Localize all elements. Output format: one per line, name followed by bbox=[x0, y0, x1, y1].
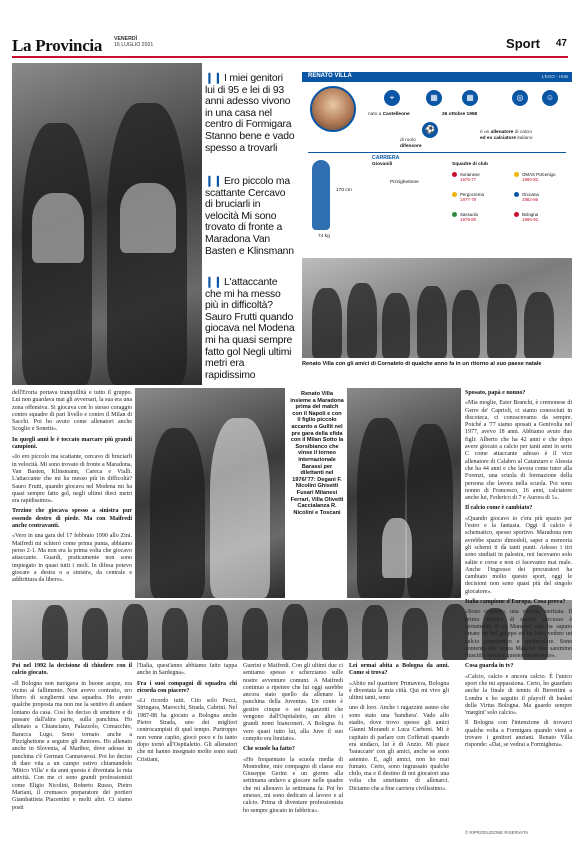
calendar-icon-2: ▦ bbox=[462, 90, 478, 106]
career-rule bbox=[308, 152, 566, 153]
club-item: Sorianese 1976-77 bbox=[452, 172, 480, 182]
player-weight: 74 kg bbox=[318, 234, 330, 239]
quote-mark-icon: ❙❙ bbox=[205, 73, 223, 84]
section-label: Sport bbox=[506, 36, 540, 51]
pull-quote-1: ❙❙ I miei genitori lui di 95 e lei di 93 anni adesso vivono in una casa nel centro di Formigara Stanno bene e vado spesso a trovarli bbox=[205, 73, 295, 154]
header-date bbox=[114, 36, 153, 48]
maradona-photo bbox=[135, 388, 285, 598]
page-number: 47 bbox=[555, 38, 567, 49]
header-day: VENERDÌ bbox=[114, 36, 138, 42]
born-place: nato a Castelleone bbox=[368, 112, 410, 117]
coach-icon: ☺ bbox=[542, 90, 558, 106]
clubs-heading: Squadre di club bbox=[452, 162, 488, 167]
article-column-right: Sposato, papà e nonno? «Mia moglie, Ester Branchi, è cremonese di Gerre de' Caprioli, ci siamo conosciuti in discoteca, ci conoscevamo da sempre. Poiché a '77 siamo sposati a Genivolta nel 1977, avevo 18 anni. Abbiamo avuto due figli: Alberto che ha 42 anni e che dopo avere giocato a calcio per tanti anni in serie C come attaccante adesso è il vice allenatore di Calabro al Catanzaro e Alessia che ha 44 anni e che lavora come tutor alla Forenzi, una scuola di formazione della persona che lavora nella scuola. Poi sono nonno di Francesco, 16 anni, calciatore anche lui, Federico di 7 e Aurora di 1». Il calcio come è cambiato? «Quando giocavo io c'era più spazio per l'estro e la fantasia. Oggi il calcio è schematico, spesso sportivo. Maradona non avrebbe spazio dimodoli, saper a memoria gli schemi ti dà tanti punti. Adesso i tiri sono studiati in palestra, noi facevamo solo salite e corse e non ci facevamo mai male. Anche l'ingresso dei procuratori ha cambiato molto questo sport, oggi le decisioni non sono quasi più del singolo giocatore». Italia campione d'Europa. Cosa prova? «Sono contento, una vittoria meritata. Il primo artefice di questo successo è certamente il ct Mancini, che ha saputo creare un bel gruppo ed ha fatto vedere un calcio propositivo e spettacolare. Sono contento che senza Mancini non saremmo riusciti a vincere questo campionato». Cosa guarda in tv? «Calcio, calcio e ancora calcio. È l'unico sport che mi appassiona. Certo, ho guardato anche la finale di tennis di Berrettini a Londra e ho seguito il playoff di basket della Virtus Bologna. Ma guardo sempre 'margini' solo calcio». Il Bologna con l'intenzione di trovarci qualche volta a Formigara quando vieni a trovare i genitori anziani. Renato Villa risponde: «Dai, se vedrai a Formighera». bbox=[465, 390, 572, 749]
article-column-1-bottom: Poi nel 1992 la decisione di chiudere con il calcio giocato. «Il Bologna non navigava in buone acque, era vicino al fallimento. Non avevo contratto, ero libero di scegliermi una squadra. Ho avuto qualche proposta ma non me la sentivo di andare lontano da casa. Così ho deciso di smettere e di passare dall'altra parte, sulla panchina. Ho allenato a Chianciano, Palazzolo, Comacchio, Baracca Lugo. Sono tornato anche a Pizzighettone a seguire gli Juniores. Ho allenato anche in Slovenia, al Maribor, dove adesso in panchina c'è German Cannavarosi. Poi ho deciso di dare vita a un campo estivo chiamandolo 'Mitico Villa' e da anni questa è diventata la mia attività. Con me ci sono grandi professionisti come Eligio Nicolini, Roberto Russo, Pietro Mariani, il cremasco preparatore dei portieri Giambattista Piacentini e molti altri. Ci siamo posti bbox=[12, 663, 132, 811]
quote-mark-icon: ❙❙ bbox=[205, 277, 223, 288]
group-photo bbox=[302, 258, 572, 358]
infographic-name: RENATO VILLA bbox=[308, 73, 352, 79]
location-pin-icon: ⌖ bbox=[384, 90, 400, 106]
club-item: OMAS Polcenigo 1980-82 bbox=[514, 172, 555, 182]
player-portrait bbox=[310, 86, 356, 132]
player-icon: ⚽ bbox=[422, 122, 438, 138]
current-role: è un allenatore di calcio ed ex calciatore italiano bbox=[480, 130, 533, 141]
club-item: Bologna 1986-92 bbox=[514, 212, 538, 222]
player-role: di ruolo difensore bbox=[400, 138, 422, 149]
club-item: Sassuolo 1979-80 bbox=[452, 212, 478, 222]
main-photo bbox=[12, 63, 202, 385]
pull-quote-2: ❙❙ Ero piccolo ma scattante Cercavo di bruciarli in velocità Mi sono trovato di fronte a Maradona Van Basten e Klinsmann bbox=[205, 176, 294, 257]
youth-heading: Giovanili bbox=[372, 162, 393, 167]
gullit-photo bbox=[347, 388, 461, 598]
whistle-icon: ◎ bbox=[512, 90, 528, 106]
masthead: La Provincia bbox=[12, 36, 103, 55]
photo-caption: Renato Villa insieme a Maradona prima del match con il Napoli e con il figlio piccolo accanto a Gullit nel pre gara della sfida con il Milan Sotto la Sorsibianco che vinse il torneo internazionale Barassi per dilettanti nel 1976/'77: Degani F. Nicolini Ghisetti Fusari Milanesi Ferrari, Villa Olivetti Caccialanza R. Nicolini e Toscani bbox=[290, 391, 344, 516]
calendar-icon: ▦ bbox=[426, 90, 442, 106]
club-item: Orceana 1982-86 bbox=[514, 192, 539, 202]
group-photo-caption: Renato Villa con gli amici di Cornaleto di qualche anno fa in un ritorno al suo paese natale bbox=[302, 361, 542, 367]
club-item: Pergocrema 1977-79 bbox=[452, 192, 484, 202]
youth-club: Pizzighettone bbox=[390, 180, 419, 185]
article-column-2: l'Italia, quest'anno abbiamo fatto tappa anche in Sardegna». Fra i suoi compagni di squadra chi ricorda con piacere? «Li ricordo tutti. Cito solo Pecci, Stringara, Marocchi, Strada, Cabrini. Nel 1987-88 ha giocato a Bologna anche Pietro Strada, uno dei migliori centrocampisti di quel tempo. Purtroppo non venne capito, giocò poco e fu tanto dopo tornò all'Ospitaletto. Gli allenatori che mi hanno insegnato molto sono stati Cristiani, bbox=[137, 663, 237, 763]
born-date: 26 ottobre 1958 bbox=[442, 112, 478, 117]
career-heading: CARRIERA bbox=[372, 155, 400, 161]
article-column-3: Guerini e Maifredi. Con gli ultimi due ci sentiamo spesso e scherziamo sulle nostre avventure comuni. A Maifredi continuo a ripetere che lui oggi sarebbe ancora stato quello da allenare la panchina della Juventus. Un conto è gestire cinque o sei ragazzotti che vengono dall'Ospitaletto, un altro i grandi nomi bianconeri. A Bologna fu vero quasi tutto lui, alla Juve il suo compito era limitato». Che scuole ha fatto? «Ho frequentato la scuola media di Montodine, mio compagno di classe era Giuseppe Gerini e un giorno alla settimana andavo a giocare nelle quadre che mi allenavo la settimana fa. Poi ho smesso, mi sono dedicato al lavoro e al calcio. Prima di diventare professionista ho sempre giocato in fabbrica». bbox=[243, 663, 343, 814]
header-date-text: 16 LUGLIO 2021 bbox=[114, 42, 154, 48]
player-silhouette-icon bbox=[312, 160, 330, 230]
player-height: 170 cm bbox=[336, 188, 352, 193]
footer-credit: © RIPRODUZIONE RISERVATA bbox=[465, 830, 529, 835]
player-infographic bbox=[302, 72, 572, 256]
quote-mark-icon: ❙❙ bbox=[205, 176, 223, 187]
infographic-credit: L'EGO - HUB bbox=[541, 74, 568, 79]
pull-quote-3: ❙❙ L'attaccante che mi ha messo più in difficoltà? Sauro Frutti quando giocava nel Modena mi ha quasi sempre fatto gol Negli ultimi metri era rapidissimo bbox=[205, 277, 295, 381]
article-column-4: Lei ormai abita a Bologna da anni. Come si trova? «Abito nel quartiere Primavera, Bologna è diventata la mia città. Qui mi vivo gli ultimi tanti, sono uno di loro. Anche i ragazzini sanno che sono stato una 'bandiera'. Vado allo stadio, dove trovo spesso gli amici Gianni Morandi e Luca Carboni. Mi è capitato di parlare con Cofferati quando era sindaco, lui è di Anzio. Mi piace 'baraccare' con gli amici, anche se sono astemio. E, agli amici, non ho mai fumato. Certo, sono ingrassato qualche chilo, ma e il destino di noi giocatori una volta che smettiamo di allenarci. Diciamo che a fine carriera civilissimo». bbox=[349, 663, 449, 792]
header-rule bbox=[12, 56, 568, 58]
article-column-1: dell'Eroria portava tranquillità e tutto il gruppo. Lui non guardava mai gli avversari, la sua era una zona offensiva. Si giocava con lo stesso coraggio contro squadre di pari livello e contro il Milan di Sacchi. Poi ho avuto come allenatori anche Scoglio e Sonetti». In quegli anni le è toccato marcare più grandi campioni. «Io ero piccolo ma scattante, cercavo di bruciarli in velocità. Mi sono trovato di fronte a Maradona, Van Basten, Klinsmann, Careca e Vialli. L'attaccante che mi ha messo più in difficoltà? Sauro Frutti, quando giocava nel Modena mi ha quasi sempre fatto gol, negli ultimi dieci metri era rapidissimo». Terzino che giocava spesso a sinistra pur essendo destro di piede. Ma con Maifredi anche centravanti. «Vero in una gara del 17 febbraio 1990 allo Zini. Maifredi mi schierò come prima punta, abbiamo perso 2-1. Ma non era la prima volta che giocavo attaccante. Guardi, praticamente non sono impiegato in quasi tutti i ruoli. In difesa potevo giocare a destra o a sinistra, da centrale e addirittura da libero». bbox=[12, 390, 132, 584]
